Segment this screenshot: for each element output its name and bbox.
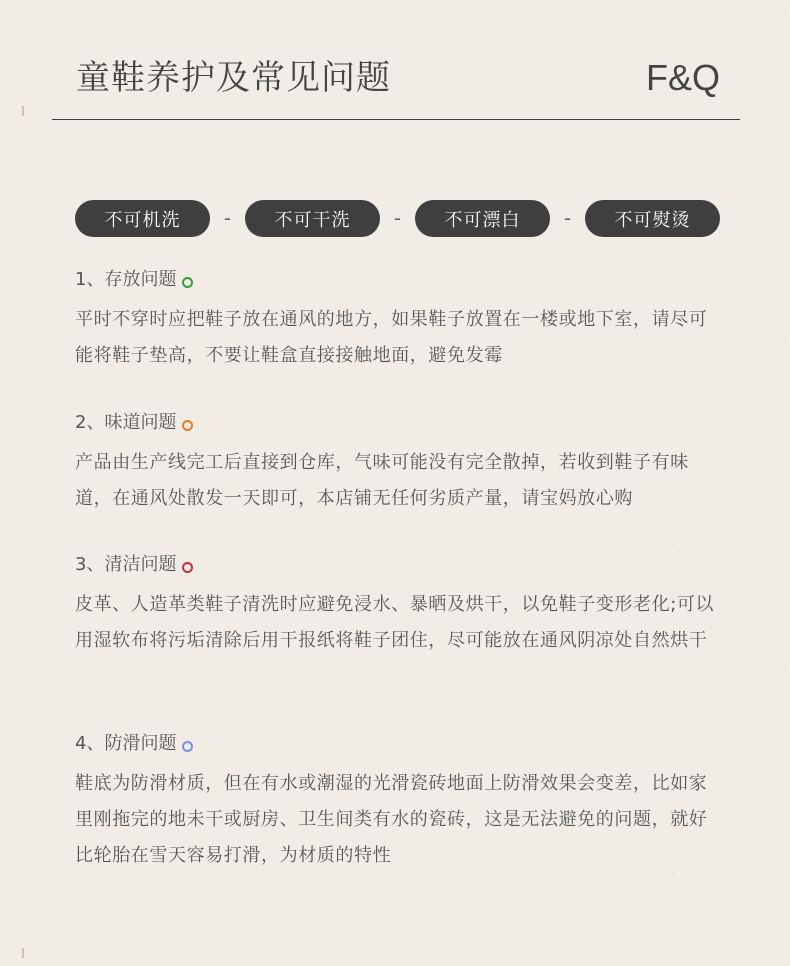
circle-icon [182,277,193,288]
circle-icon [182,420,193,431]
section-odor [75,411,720,517]
paper-fleck [22,948,24,958]
section-title-text: 4、防滑问题 [75,733,177,754]
section-title-text: 2、味道问题 [75,412,177,433]
badge-no-machine-wash: 不可机洗 [75,200,210,237]
section-title-text: 1、存放问题 [75,269,177,290]
section-title [75,553,720,577]
section-storage [75,268,720,374]
section-cleaning [75,553,720,659]
section-body: 平时不穿时应把鞋子放在通风的地方，如果鞋子放置在一楼或地下室，请尽可能将鞋子垫高，不要让鞋盒直接接触地面，避免发霉 [75,309,708,366]
page-title-en: F&Q [645,57,720,98]
badge-no-bleach: 不可漂白 [415,200,550,237]
section-anti-slip [75,732,720,874]
header [52,52,740,120]
badge-separator: - [223,206,232,230]
section-title [75,411,720,435]
badge-no-iron: 不可熨烫 [585,200,720,237]
badge-no-dry-clean: 不可干洗 [245,200,380,237]
section-title [75,732,720,756]
section-title-text: 3、清洁问题 [75,554,177,575]
section-body: 产品由生产线完工后直接到仓库，气味可能没有完全散掉，若收到鞋子有味道，在通风处散发一天即可，本店铺无任何劣质产量，请宝妈放心购 [75,452,689,509]
circle-icon [182,741,193,752]
section-body: 鞋底为防滑材质，但在有水或潮湿的光滑瓷砖地面上防滑效果会变差，比如家里刚拖完的地未干或厨房、卫生间类有水的瓷砖，这是无法避免的问题，就好比轮胎在雪天容易打滑，为材质的特性 [75,773,708,866]
page-title: 童鞋养护及常见问题 [76,58,391,98]
circle-icon [182,562,193,573]
badge-separator: - [393,206,402,230]
section-body: 皮革、人造革类鞋子清洗时应避免浸水、暴晒及烘干，以免鞋子变形老化;可以用湿软布将污垢清除后用干报纸将鞋子团住，尽可能放在通风阴凉处自然烘干 [75,594,715,651]
paper-fleck [22,106,24,116]
section-title [75,268,720,292]
care-badges [75,200,720,237]
badge-separator: - [563,206,572,230]
